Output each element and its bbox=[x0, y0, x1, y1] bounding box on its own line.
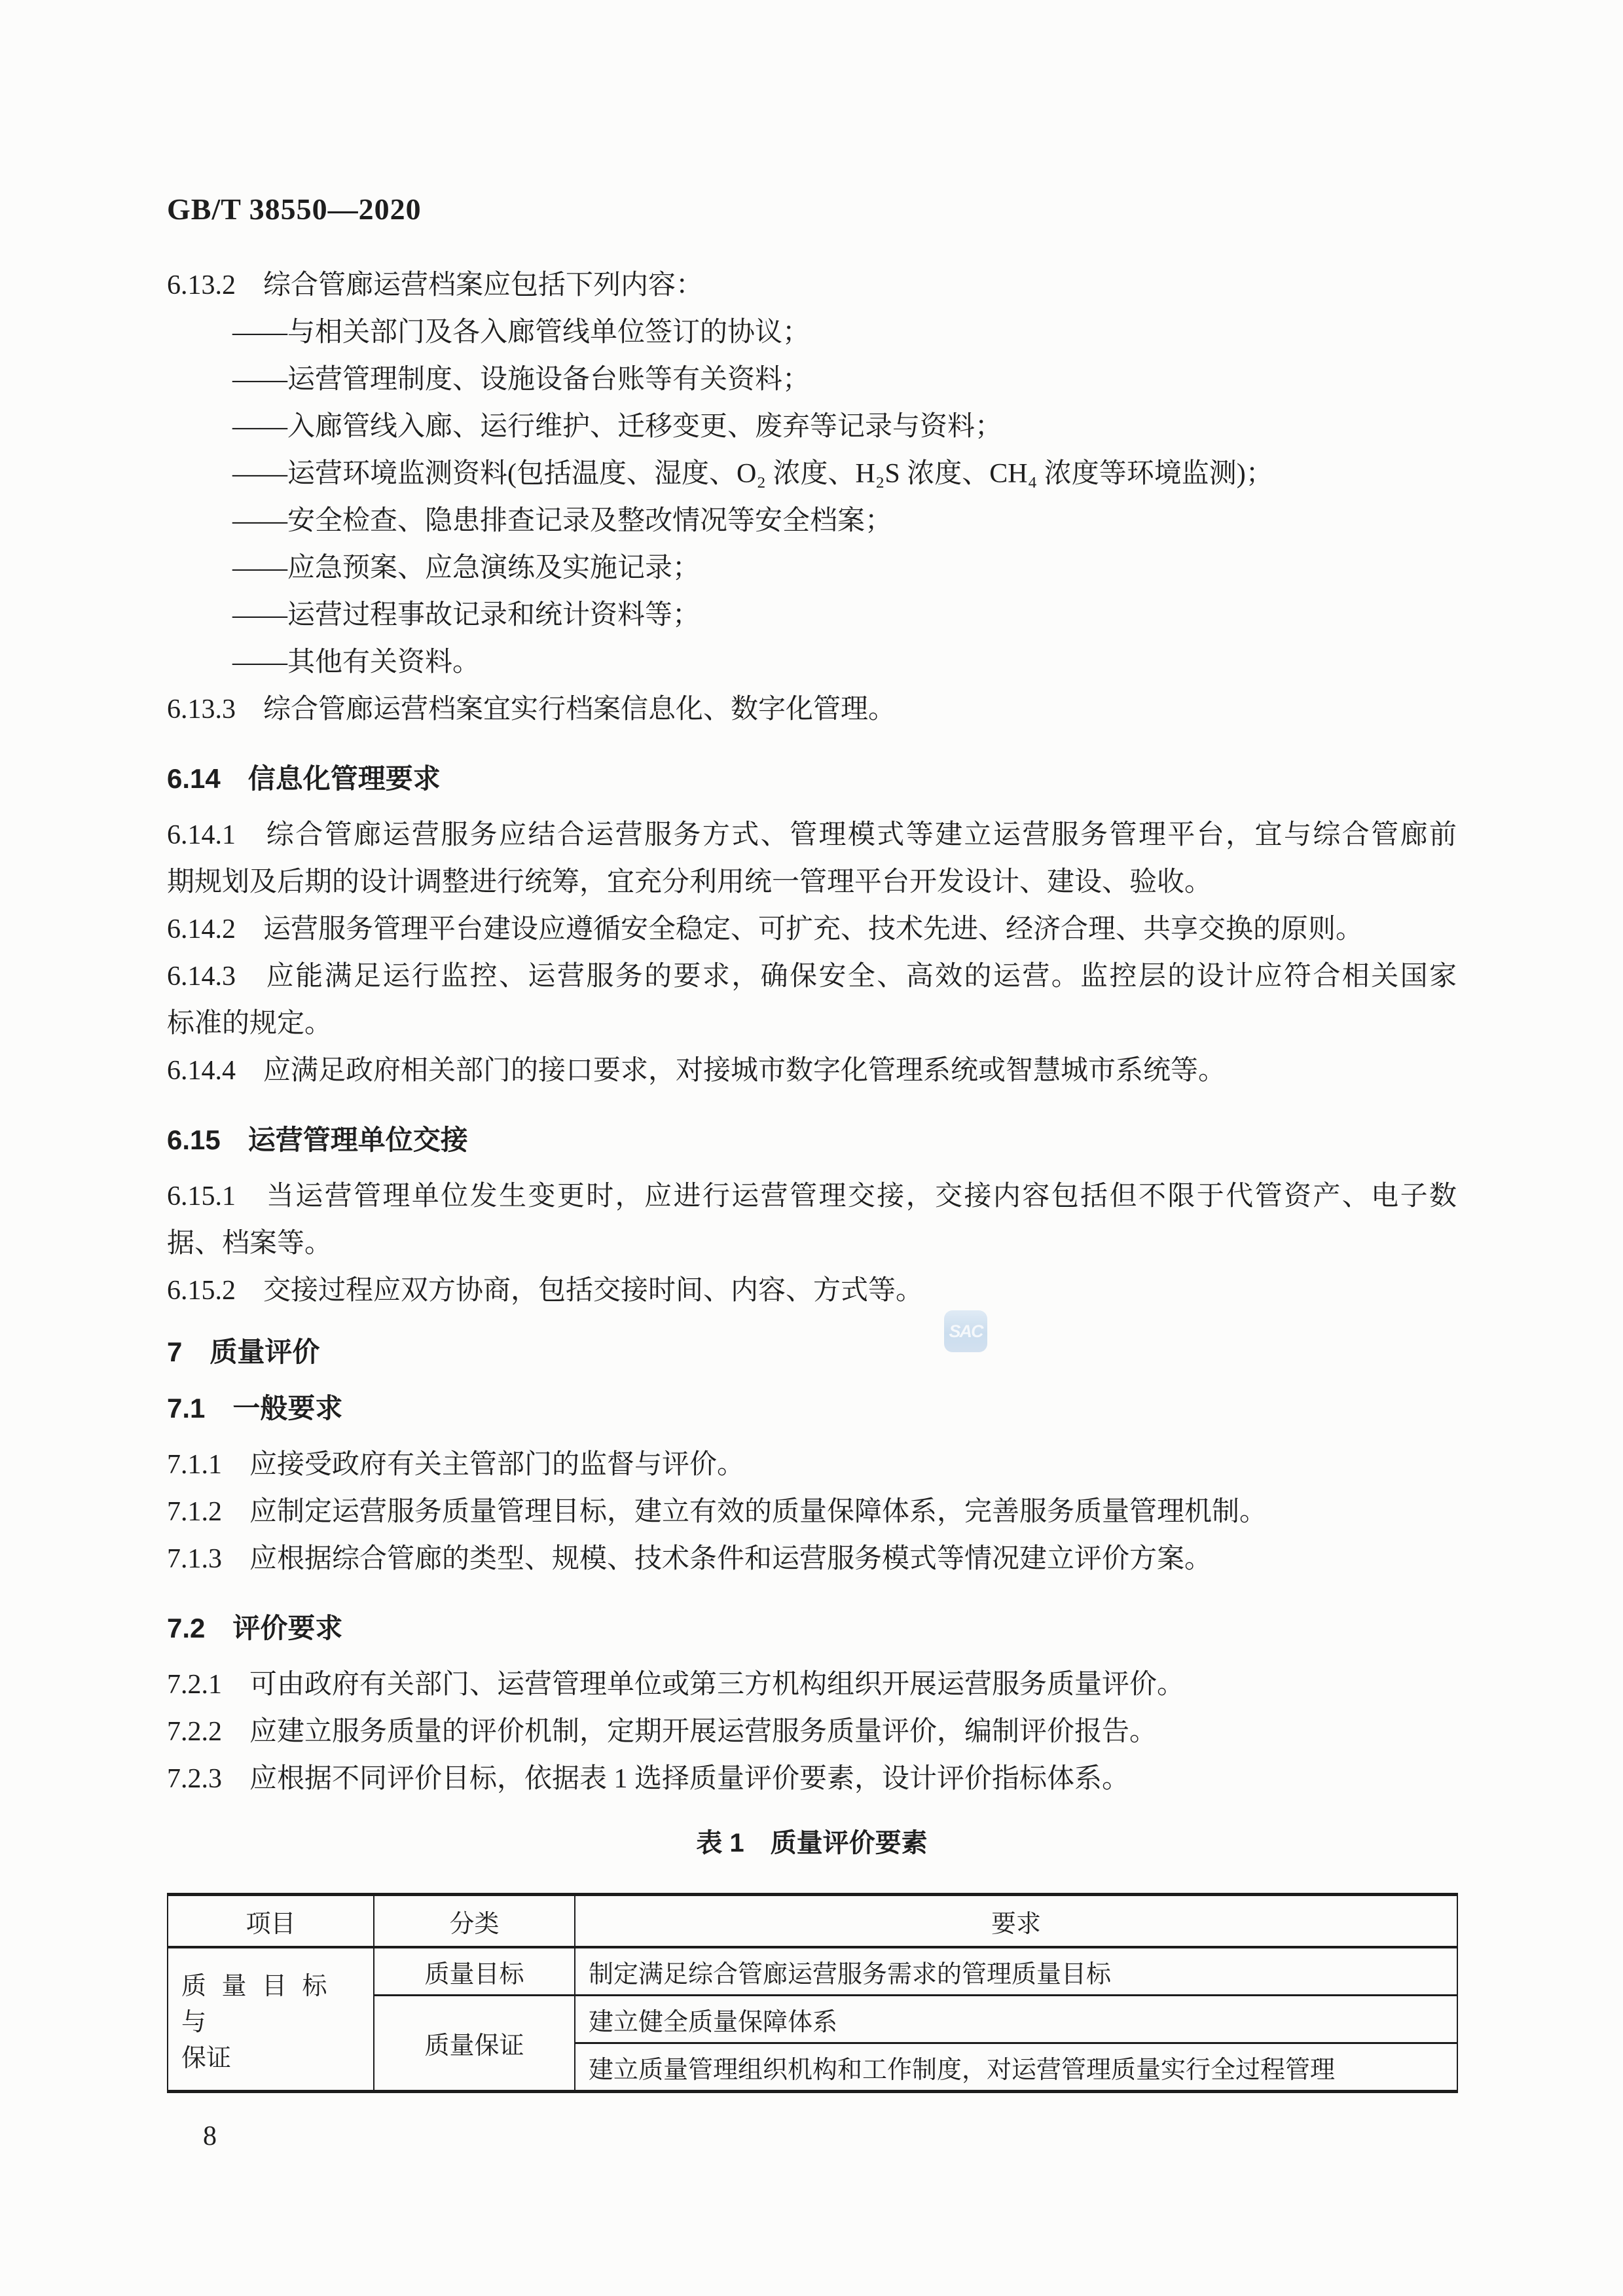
cell-requirement: 制定满足综合管廊运营服务需求的管理质量目标 bbox=[575, 1947, 1457, 1996]
table-row bbox=[168, 1947, 1457, 1996]
clause-7-1-1: 7.1.1 应接受政府有关主管部门的监督与评价。 bbox=[167, 1450, 745, 1480]
clause-7-2-1: 7.2.1 可由政府有关部门、运营管理单位或第三方机构组织开展运营服务质量评价。 bbox=[167, 1670, 1185, 1700]
cell-project-quality-goal-assurance bbox=[168, 1947, 374, 2092]
archive-content-list bbox=[167, 309, 1457, 686]
cell-requirement: 建立健全质量保障体系 bbox=[575, 1996, 1457, 2043]
column-header-category: 分类 bbox=[374, 1895, 575, 1948]
page-number: 8 bbox=[203, 2121, 217, 2151]
clause-6-15-2: 6.15.2 交接过程应双方协商，包括交接时间、内容、方式等。 bbox=[167, 1276, 924, 1306]
heading-6-15: 6.15 运营管理单位交接 bbox=[167, 1124, 468, 1155]
clause-6-14-2: 6.14.2 运营服务管理平台建设应遵循安全稳定、可扩充、技术先进、经济合理、共享交换的原则。 bbox=[167, 914, 1364, 944]
list-item: ——运营环境监测资料(包括温度、湿度、O₂ 浓度、H₂S 浓度、CH₄ 浓度等环境监测)； bbox=[232, 459, 1273, 489]
list-item: ——应急预案、应急演练及实施记录； bbox=[232, 553, 701, 583]
cell-category: 质量保证 bbox=[374, 1996, 575, 2092]
clause-7-1-3: 7.1.3 应根据综合管廊的类型、规模、技术条件和运营服务模式等情况建立评价方案。 bbox=[167, 1544, 1213, 1574]
clause-6-14-4: 6.14.4 应满足政府相关部门的接口要求，对接城市数字化管理系统或智慧城市系统等。 bbox=[167, 1056, 1226, 1086]
clause-7-2-2: 7.2.2 应建立服务质量的评价机制，定期开展运营服务质量评价，编制评价报告。 bbox=[167, 1717, 1158, 1747]
project-label-line1: 质 量 目 标 与 bbox=[181, 1972, 329, 2036]
heading-7: 7 质量评价 bbox=[167, 1336, 320, 1367]
cell-requirement: 建立质量管理组织机构和工作制度，对运营管理质量实行全过程管理 bbox=[575, 2043, 1457, 2092]
list-item: ——与相关部门及各入廊管线单位签订的协议； bbox=[232, 317, 811, 348]
cell-category: 质量目标 bbox=[374, 1947, 575, 1996]
table-header-row bbox=[168, 1895, 1457, 1948]
heading-7-2: 7.2 评价要求 bbox=[167, 1613, 343, 1643]
heading-6-14: 6.14 信息化管理要求 bbox=[167, 763, 441, 794]
project-label-line2: 保证 bbox=[181, 2044, 232, 2072]
doc-code-header: GB/T 38550—2020 bbox=[167, 192, 422, 226]
clause-7-1-2: 7.1.2 应制定运营服务质量管理目标，建立有效的质量保障体系，完善服务质量管理机制。 bbox=[167, 1497, 1267, 1527]
clause-6-13-2: 6.13.2 综合管廊运营档案应包括下列内容： bbox=[167, 270, 704, 300]
clause-line: 据、档案等。 bbox=[167, 1229, 333, 1259]
clause-6-15-1 bbox=[167, 1173, 1457, 1267]
list-item: ——运营管理制度、设施设备台账等有关资料； bbox=[232, 365, 811, 395]
clause-line: 标准的规定。 bbox=[167, 1009, 333, 1039]
sac-logo-text: SAC bbox=[949, 1321, 983, 1341]
clause-line: 6.15.1 当运营管理单位发生变更时，应进行运营管理交接，交接内容包括但不限于代管资产、电子数 bbox=[167, 1181, 1457, 1211]
column-header-project: 项目 bbox=[168, 1895, 374, 1948]
clause-6-14-3 bbox=[167, 953, 1457, 1047]
clause-line: 6.14.3 应能满足运行监控、运营服务的要求，确保安全、高效的运营。监控层的设计应符合相关国家 bbox=[167, 961, 1457, 992]
list-item: ——安全检查、隐患排查记录及整改情况等安全档案； bbox=[232, 506, 893, 536]
list-item: ——其他有关资料。 bbox=[232, 647, 481, 677]
clause-line: 期规划及后期的设计调整进行统筹，宜充分利用统一管理平台开发设计、建设、验收。 bbox=[167, 867, 1213, 897]
clause-line: 6.14.1 综合管廊运营服务应结合运营服务方式、管理模式等建立运营服务管理平台，宜与综合管廊前 bbox=[167, 820, 1457, 850]
clause-6-14-1 bbox=[167, 812, 1457, 906]
list-item: ——入廊管线入廊、运行维护、迁移变更、废弃等记录与资料； bbox=[232, 412, 1003, 442]
table-caption: 表 1 质量评价要素 bbox=[696, 1829, 928, 1857]
heading-7-1: 7.1 一般要求 bbox=[167, 1393, 343, 1424]
quality-evaluation-table bbox=[167, 1893, 1458, 2093]
column-header-requirement: 要求 bbox=[575, 1895, 1457, 1948]
list-item: ——运营过程事故记录和统计资料等； bbox=[232, 600, 701, 630]
clause-7-2-3: 7.2.3 应根据不同评价目标，依据表 1 选择质量评价要素，设计评价指标体系。 bbox=[167, 1764, 1130, 1794]
clause-6-13-3: 6.13.3 综合管廊运营档案宜实行档案信息化、数字化管理。 bbox=[167, 694, 896, 725]
